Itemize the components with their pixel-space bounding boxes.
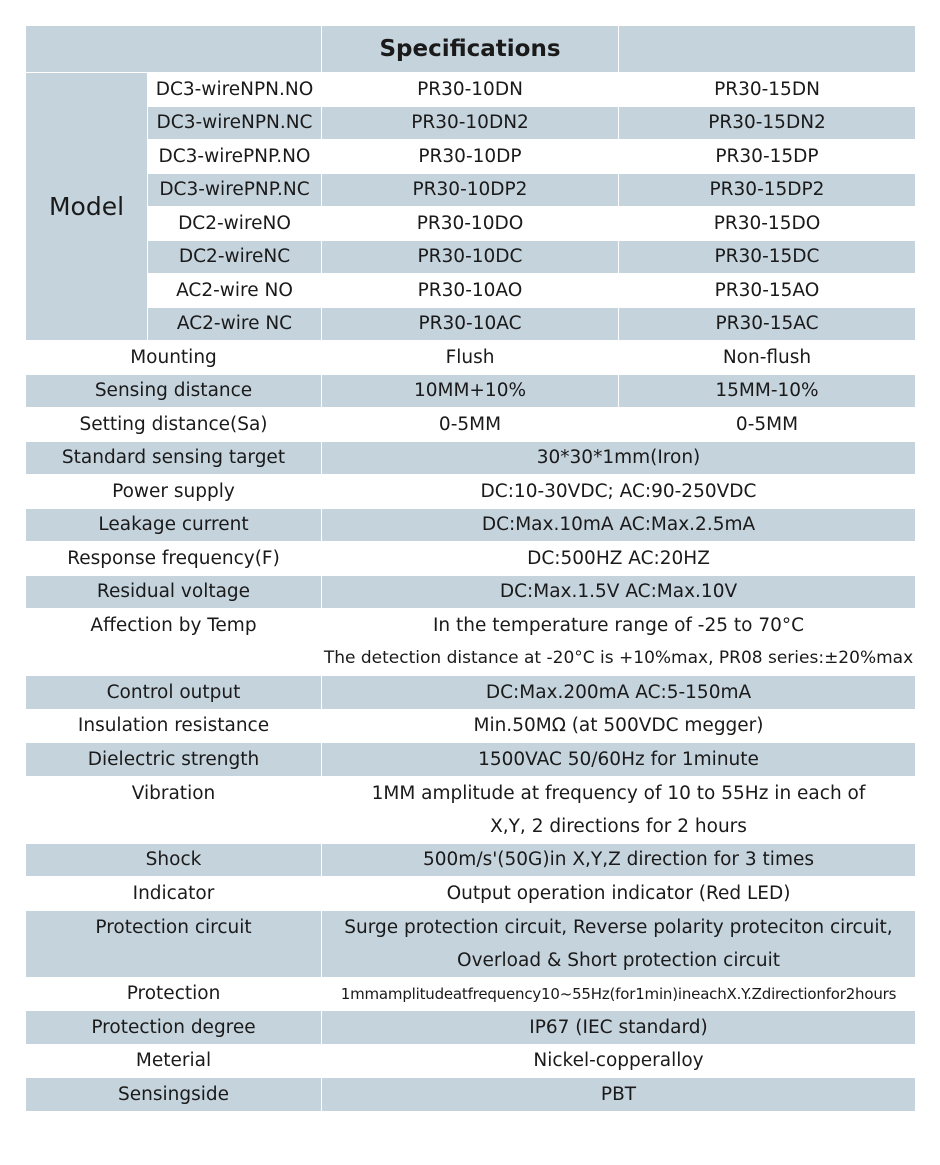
- spec-row: [26, 977, 916, 1011]
- model-flush: PR30-10DC: [322, 240, 619, 274]
- spec-value: PBT: [322, 1078, 916, 1112]
- spec-value: DC:Max.10mA AC:Max.2.5mA: [322, 508, 916, 542]
- spec-row: [26, 508, 916, 542]
- spec-label-text: Vibration: [131, 782, 216, 804]
- spec-label: Standard sensing target: [26, 441, 322, 475]
- mounting-flush: Flush: [322, 341, 619, 375]
- spec-row: [26, 743, 916, 777]
- spec-value: Output operation indicator (Red LED): [322, 877, 916, 911]
- spec-row: [26, 676, 916, 710]
- spec-row: [26, 709, 916, 743]
- model-nonflush: PR30-15DN: [619, 73, 916, 107]
- spec-value: DC:10-30VDC; AC:90-250VDC: [322, 475, 916, 509]
- model-flush: PR30-10AO: [322, 274, 619, 308]
- model-flush: PR30-10AC: [322, 307, 619, 341]
- model-nonflush: PR30-15DO: [619, 207, 916, 241]
- spec-value: [322, 609, 916, 676]
- model-flush: PR30-10DO: [322, 207, 619, 241]
- spec-label: Meterial: [26, 1044, 322, 1078]
- spec-label: Leakage current: [26, 508, 322, 542]
- spec-label: Dielectric strength: [26, 743, 322, 777]
- model-nonflush: PR30-15AO: [619, 274, 916, 308]
- spec-label: [26, 776, 322, 843]
- model-type: DC3-wirePNP.NC: [148, 173, 322, 207]
- model-row: [26, 207, 916, 241]
- spec-row: [26, 1011, 916, 1045]
- model-type: DC3-wirePNP.NO: [148, 140, 322, 174]
- spec-row: [26, 441, 916, 475]
- spec-label: Protection degree: [26, 1011, 322, 1045]
- model-type: DC3-wireNPN.NO: [148, 73, 322, 107]
- model-type: AC2-wire NC: [148, 307, 322, 341]
- spec-value: [322, 776, 916, 843]
- spec-value: DC:Max.200mA AC:5-150mA: [322, 676, 916, 710]
- model-flush: PR30-10DP2: [322, 173, 619, 207]
- model-row: [26, 274, 916, 308]
- spec-label: Control output: [26, 676, 322, 710]
- spec-label: Sensing distance: [26, 374, 322, 408]
- spec-value-line: Overload & Short protection circuit: [457, 949, 780, 971]
- model-nonflush: PR30-15AC: [619, 307, 916, 341]
- spec-label: Sensingside: [26, 1078, 322, 1112]
- spec-label: Response frequency(F): [26, 542, 322, 576]
- spec-value: 1500VAC 50/60Hz for 1minute: [322, 743, 916, 777]
- setting-distance-flush: 0-5MM: [322, 408, 619, 442]
- model-row: [26, 240, 916, 274]
- sensing-distance-flush: 10MM+10%: [322, 374, 619, 408]
- spec-label: [26, 910, 322, 977]
- spec-label: Shock: [26, 843, 322, 877]
- mounting-nonflush: Non-flush: [619, 341, 916, 375]
- spec-label: Residual voltage: [26, 575, 322, 609]
- table-header-row: [26, 26, 916, 73]
- model-nonflush: PR30-15DP: [619, 140, 916, 174]
- spec-row: [26, 475, 916, 509]
- spec-label: [26, 609, 322, 676]
- spec-label: Setting distance(Sa): [26, 408, 322, 442]
- model-row: [26, 307, 916, 341]
- spec-value: Min.50MΩ (at 500VDC megger): [322, 709, 916, 743]
- spec-row: [26, 542, 916, 576]
- model-row: [26, 73, 916, 107]
- specifications-sheet: [25, 25, 915, 1112]
- mounting-row: [26, 341, 916, 375]
- header-blank-cell: [619, 26, 916, 73]
- spec-row: [26, 1078, 916, 1112]
- spec-value: DC:500HZ AC:20HZ: [322, 542, 916, 576]
- spec-value: [322, 910, 916, 977]
- spec-value: 1mmamplitudeatfrequency10~55Hz(for1min)ineachX.Y.Zdirectionfor2hours: [322, 977, 916, 1011]
- spec-value-line: In the temperature range of -25 to 70°C: [432, 615, 805, 636]
- model-flush: PR30-10DP: [322, 140, 619, 174]
- spec-value: DC:Max.1.5V AC:Max.10V: [322, 575, 916, 609]
- model-row: [26, 106, 916, 140]
- spec-value-line: The detection distance at -20°C is +10%max, PR08 series:±20%max: [323, 648, 914, 668]
- spec-row: [26, 877, 916, 911]
- spec-row: [26, 910, 916, 977]
- table-title: Specifications: [322, 26, 619, 73]
- model-nonflush: PR30-15DC: [619, 240, 916, 274]
- model-nonflush: PR30-15DN2: [619, 106, 916, 140]
- spec-row: [26, 609, 916, 676]
- spec-row: [26, 575, 916, 609]
- spec-label: Insulation resistance: [26, 709, 322, 743]
- spec-label-text: Protection circuit: [95, 916, 252, 938]
- model-flush: PR30-10DN: [322, 73, 619, 107]
- model-type: DC2-wireNC: [148, 240, 322, 274]
- spec-label: Power supply: [26, 475, 322, 509]
- spec-value-line: X,Y, 2 directions for 2 hours: [490, 815, 747, 837]
- header-blank-cell: [26, 26, 322, 73]
- sensing-distance-row: [26, 374, 916, 408]
- spec-value: Nickel-copperalloy: [322, 1044, 916, 1078]
- model-type: AC2-wire NO: [148, 274, 322, 308]
- model-row: [26, 173, 916, 207]
- spec-table: [25, 25, 916, 1112]
- spec-value: IP67 (IEC standard): [322, 1011, 916, 1045]
- sensing-distance-nonflush: 15MM-10%: [619, 374, 916, 408]
- spec-value-line: 1MM amplitude at frequency of 10 to 55Hz in each of: [371, 782, 866, 804]
- model-type: DC3-wireNPN.NC: [148, 106, 322, 140]
- setting-distance-nonflush: 0-5MM: [619, 408, 916, 442]
- setting-distance-row: [26, 408, 916, 442]
- spec-row: [26, 776, 916, 843]
- spec-label: Indicator: [26, 877, 322, 911]
- spec-value: 500m/s'(50G)in X,Y,Z direction for 3 times: [322, 843, 916, 877]
- spec-row: [26, 1044, 916, 1078]
- model-row: [26, 140, 916, 174]
- model-type: DC2-wireNO: [148, 207, 322, 241]
- model-nonflush: PR30-15DP2: [619, 173, 916, 207]
- spec-label: Mounting: [26, 341, 322, 375]
- spec-row: [26, 843, 916, 877]
- spec-label-text: Affection by Temp: [90, 615, 257, 636]
- spec-value: 30*30*1mm(Iron): [322, 441, 916, 475]
- model-flush: PR30-10DN2: [322, 106, 619, 140]
- model-label: Model: [26, 73, 148, 341]
- spec-label: Protection: [26, 977, 322, 1011]
- spec-value-line: Surge protection circuit, Reverse polarity proteciton circuit,: [344, 916, 893, 938]
